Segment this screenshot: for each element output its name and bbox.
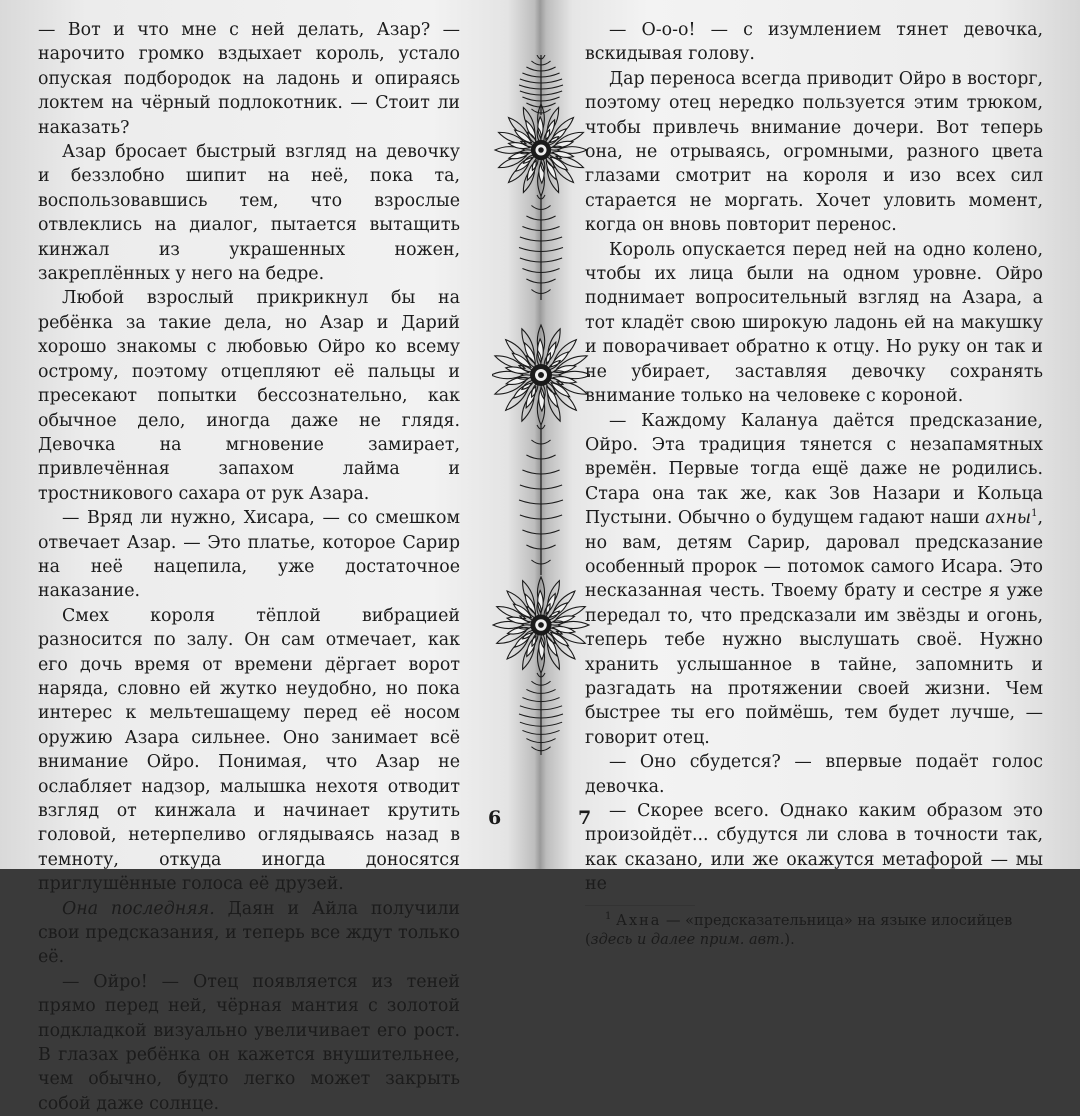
ornament-icon xyxy=(492,55,590,755)
paragraph xyxy=(38,897,460,970)
page-number-left: 6 xyxy=(488,807,502,829)
paragraph: — Вряд ли нужно, Хисара, — со смешком отвечает Азар. — Это платье, которое Сарир на неё нацепила, уже достаточное наказание. xyxy=(38,508,460,602)
paragraph xyxy=(585,409,1043,751)
paragraph: Смех короля тёплой вибрацией разносится по залу. Он сам отмечает, как его дочь время от времени дёргает ворот наряда, словно ей жутко неудобно, но пока интерес к мельтешащему перед её носом оружию Азара сильнее. Оно занимает всё внимание Ойро. Понимая, что Азар не ослабляет надзор, малышка нехотя отводит взгляд от кинжала и начинает крутить головой, нетерпеливо оглядываясь назад в темноту, откуда иногда доносятся приглушённые голоса её друзей. xyxy=(38,605,460,895)
footnote xyxy=(585,912,1043,950)
prophecy-text: — Каждому Калануа даётся предсказание, Ойро. Эта традиция тянется с незапамятных времён. Первые тогда ещё даже не родились. Стара она так же, как Зов Назари и Кольца Пустыни. Обычно о будущем гадают наши xyxy=(585,410,1043,529)
footnote-italic: здесь и далее прим. авт. xyxy=(590,931,785,948)
left-page xyxy=(38,18,460,1116)
paragraph: Любой взрослый прикрикнул бы на ребёнка за такие дела, но Азар и Дарий хорошо знакомы с любовью Ойро ко всему острому, поэтому отцепляют её пальцы и пресекают попытки бессознательно, как обычное дело, иногда даже не глядя. Девочка на мгновение замирает, привлечённая запахом лайма и тростникового сахара от рук Азара. xyxy=(38,288,460,504)
paragraph: — Оно сбудется? — впервые подаёт голос девочка. xyxy=(585,752,1043,797)
paragraph: — Вот и что мне с ней делать, Азар? — нарочито громко вздыхает король, устало опуская подбородок на ладонь и опираясь локтем на чёрный подлокотник. — Стоит ли наказать? xyxy=(38,20,460,138)
paragraph: — Скорее всего. Однако каким образом это произойдёт... сбудутся ли слова в точности так, как сказано, или же окажутся метафорой — мы не xyxy=(585,801,1043,895)
right-page xyxy=(585,18,1043,950)
page-number-right: 7 xyxy=(578,807,592,829)
footnote-mark: 1 xyxy=(605,910,612,922)
term-italic: ахны xyxy=(985,508,1032,529)
footnote-divider xyxy=(585,905,695,906)
paragraph: Дар переноса всегда приводит Ойро в восторг, поэтому отец нередко пользуется этим трюком, чтобы привлечь внимание дочери. Вот теперь она, не отрываясь, огромными, разного цвета глазами смотрит на короля и изо всех сил старается не моргать. Хочет уловить момент, когда он вновь повторит перенос. xyxy=(585,68,1043,236)
footnote-ref[interactable]: 1 xyxy=(1031,508,1038,520)
paragraph: Азар бросает быстрый взгляд на девочку и беззлобно шипит на неё, пока та, воспользовавшись тем, что взрослые отвлеклись на диалог, пытается вытащить кинжал из украшенных ножен, закреплённых у него на бедре. xyxy=(38,142,460,285)
paragraph-rest: Даян и Айла получили свои предсказания, и теперь все ждут только её. xyxy=(38,898,460,968)
footnote-text: — «предсказательница» на языке илосийцев ( xyxy=(585,912,1013,948)
italic-thought: Она последняя. xyxy=(62,898,215,919)
mandala-ornament xyxy=(492,55,590,755)
prophecy-text-end: , но вам, детям Сарир, даровал предсказание особенный пророк — потомок самого Исара. Это несказанная честь. Твоему брату и сестре я уже передал то, что предсказали им звёзды и огонь, теперь тебе нужно выслушать своё. Нужно хранить услышанное в тайне, запомнить и разгадать на протяжении своей жизни. Чем быстрее ты его поймёшь, тем будет лучше, — говорит отец. xyxy=(585,508,1043,748)
paragraph: — Ойро! — Отец появляется из теней прямо перед ней, чёрная мантия с золотой подкладкой визуально увеличивает его рост. В глазах ребёнка он кажется внушительнее, чем обычно, будто легко может закрыть собой даже солнце. xyxy=(38,971,460,1114)
paragraph: Король опускается перед ней на одно колено, чтобы их лица были на одном уровне. Ойро поднимает вопросительный взгляд на Азара, а тот кладёт свою широкую ладонь ей на макушку и поворачивает обратно к отцу. Но руку он так и не убирает, заставляя девочку сохранять внимание только на человеке с короной. xyxy=(585,239,1043,407)
footnote-close: ). xyxy=(784,931,795,948)
paragraph: — О-о-о! — с изумлением тянет девочка, вскидывая голову. xyxy=(585,20,1043,65)
footnote-term: Ахна xyxy=(615,912,662,929)
